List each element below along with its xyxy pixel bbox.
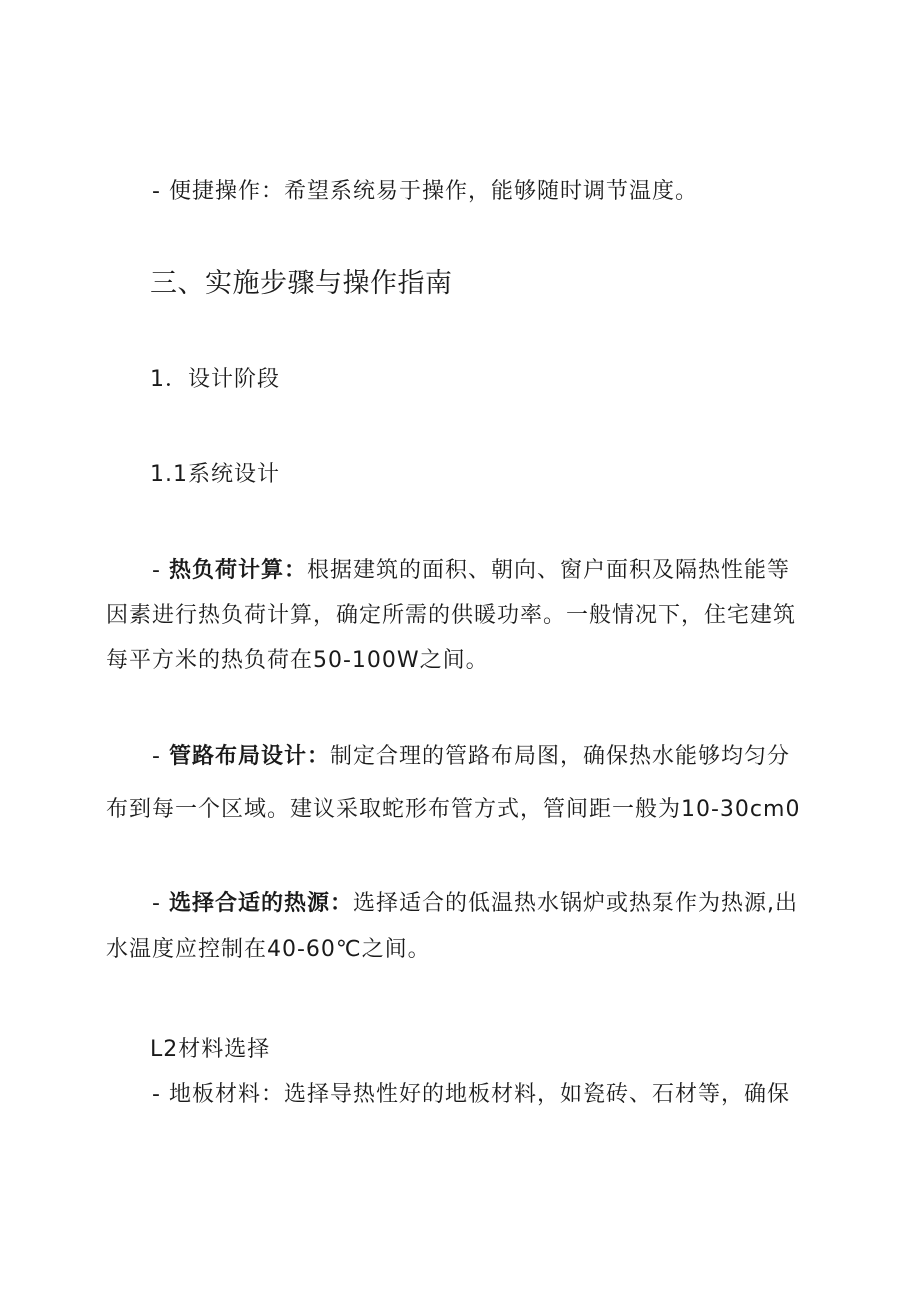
bullet-dash: -: [152, 179, 161, 204]
heat-source-line-1: [152, 889, 798, 919]
pipe-layout-label: 管路布局设计：: [168, 744, 330, 769]
heat-load-label: 热负荷计算：: [168, 558, 307, 583]
floor-material-line-1: [152, 1080, 790, 1110]
pipe-layout-line-2: 布到每一个区域。建议采取蛇形布管方式，管间距一般为10-30cm0: [106, 797, 801, 822]
bullet-text: 便捷操作：希望系统易于操作，能够随时调节温度。: [168, 179, 698, 204]
section-title: 三、实施步骤与操作指南: [150, 268, 453, 299]
subsection-heading-material-selection: L2材料选择: [150, 1037, 271, 1062]
heat-load-line-3: 每平方米的热负荷在50-100W之间。: [106, 648, 489, 673]
heat-source-line-2: 水温度应控制在40-60℃之间。: [106, 937, 431, 962]
heat-load-line-1: [152, 556, 790, 586]
floor-material-text: 地板材料：选择导热性好的地板材料，如瓷砖、石材等，确保: [168, 1082, 790, 1107]
pipe-layout-line-1: [152, 742, 790, 772]
bullet-convenient-operation: [152, 177, 698, 207]
subsection-heading-system-design: 1.1系统设计: [150, 462, 280, 487]
pipe-layout-text-1: 制定合理的管路布局图，确保热水能够均匀分: [329, 744, 790, 769]
bullet-dash: -: [152, 1082, 161, 1107]
heat-source-label: 选择合适的热源：: [168, 891, 353, 916]
heat-source-text-1: 选择适合的低温热水锅炉或热泵作为热源,出: [352, 891, 798, 916]
bullet-dash: -: [152, 558, 161, 583]
bullet-dash: -: [152, 891, 161, 916]
subsection-heading-design-stage: 1．设计阶段: [150, 367, 280, 392]
bullet-dash: -: [152, 744, 161, 769]
heat-load-text-1: 根据建筑的面积、朝向、窗户面积及隔热性能等: [306, 558, 790, 583]
heat-load-line-2: 因素进行热负荷计算，确定所需的供暖功率。一般情况下，住宅建筑: [106, 603, 797, 628]
